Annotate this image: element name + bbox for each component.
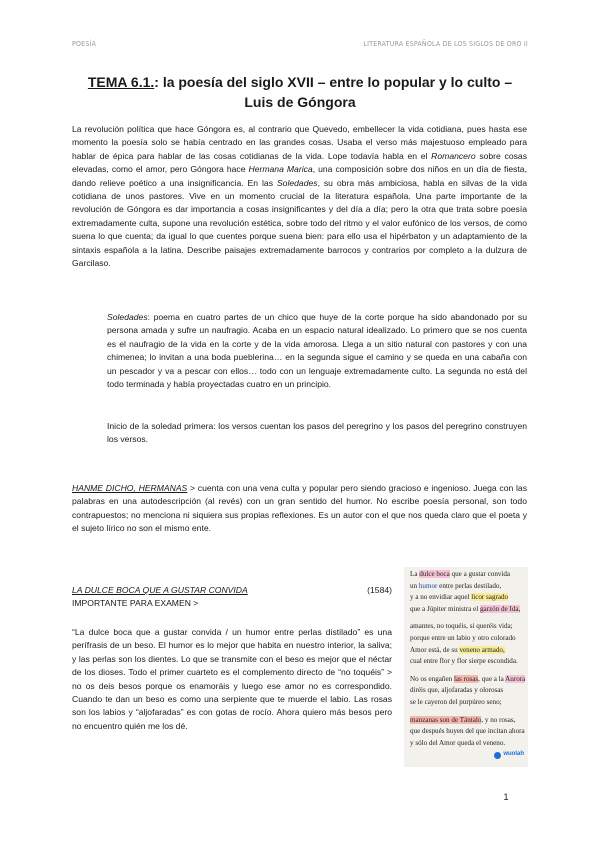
page-title	[60, 72, 540, 112]
watermark-icon	[494, 752, 501, 759]
poem-stanza-3	[410, 674, 526, 709]
intro-s3: , una composición sobre dos niños en un día de fiesta, dando relieve poético a una insignificancia. En las	[72, 164, 527, 188]
intro-s2: sobre cosas elevadas, como el amor, pero Góngora hace	[72, 150, 527, 175]
title-label: TEMA 6.1.	[87, 74, 155, 90]
soledades-text: : poema en cuatro partes de un chico que huye de la corte porque ha sido abandonado por su persona amada y sufre un naufragio. Acaba en un espacio natural idealizado. Lo primero que se nos cuenta es el naufragio de la vida en la corte y de la vida amorosa. Llega a un sitio natural con pastores y con una chimenea; lo invitan a una boda pueblerina… en la segunda sigue el camino y se queda en una cabaña con un pescador y va a pescar con ellos… todo con un lenguaje extremadamente culto. La segunda no está del todo terminada y había proyectadas cuatro en un principio.	[107, 312, 527, 390]
poem-line: un humor entre perlas destilado,	[410, 581, 502, 590]
poem-stanza-4	[410, 715, 525, 750]
header-left: POESÍA	[72, 40, 97, 48]
poem-line: que a Júpiter ministra el garzón de Ida,	[410, 604, 521, 613]
hanme-text: > cuenta con una vena culta y popular pero siendo gracioso e ingenioso. Juega con las palabras en una autodescripción (al revés) con un gran sentido del humor. No escribe poesía personal, son todo contrapuestos; no menciona ni siquiera sus propias reflexiones. Es un autor con el que nos queda claro que el poeta y el sujeto lírico no son el mismo ente.	[72, 483, 528, 534]
hanme-paragraph	[72, 482, 527, 536]
poem-stanza-2	[410, 621, 522, 667]
poem-image	[404, 567, 528, 767]
dulce-heading	[72, 584, 392, 611]
page-number: 1	[503, 792, 509, 802]
dulce-year: (1584)	[367, 585, 392, 595]
poem-line: No os engañen las rosas, que a la Aurora	[410, 674, 526, 683]
dulce-label: LA DULCE BOCA QUE A GUSTAR CONVIDA	[72, 585, 248, 595]
inicio-paragraph: Inicio de la soledad primera: los versos cuentan los pasos del peregrino y los pasos del peregrino construyen los versos.	[107, 421, 527, 445]
intro-hermana: Hermana Marica	[248, 164, 313, 175]
dulce-sub: IMPORTANTE PARA EXAMEN >	[72, 598, 199, 609]
header-right: LITERATURA ESPAÑOLA DE LOS SIGLOS DE ORO II	[363, 40, 528, 48]
intro-s4: , su obra más ambiciosa, habla en silvas de la vida cotidiana de unos pastores. Vive en un momento crucial de la literatura española. Una parte importante de la revolución de Góngora es dar importancia a cosas insignificantes y del día a día; pero la otra que trata sobre poesía extremadamente culta, supone una revolución estética, sobre todo del ritmo y el valor eufónico de los versos, de como suena lo que cuenta; da igual lo que cuentes porque suena bien: para ello usa el hipérbaton y un adaptamiento de la sintaxis española a la latina. Describe paisajes extremadamente barrocos y contrarios por completo a la dulzura de Garcilaso.	[72, 177, 527, 269]
intro-paragraph	[72, 123, 527, 270]
poem-line: y sólo del Amor queda el veneno.	[410, 738, 506, 747]
poem-line: porque entre un labio y otro colorado	[410, 633, 516, 642]
poem-line: y a no envidiar aquel licor sagrado	[410, 593, 509, 602]
poem-line: amantes, no toquéis, si queréis vida;	[410, 622, 513, 631]
poem-line: cual entre flor y flor sierpe escondida.	[410, 657, 518, 666]
title-text: : la poesía del siglo XVII – entre lo popular y lo culto –	[154, 74, 513, 90]
poem-line: manzanas son de Tántalo, y no rosas,	[410, 715, 516, 724]
watermark-text: wuolah	[503, 751, 524, 758]
poem-line: que después huyen del que incitan ahora	[410, 727, 525, 736]
title-line2: Luis de Góngora	[244, 94, 356, 110]
poem-line: La dulce boca que a gustar convida	[410, 570, 511, 578]
intro-s1: La revolución política que hace Góngora es, al contrario que Quevedo, embellecer la vida cotidiana, pues hasta ese momento la poesía solo se había centrado en las grandes cosas. Usaba el verso más majestuoso empleado para hablar de épica para hablar de las cosas cotidianas de la vida. Lope todavía habla en el	[72, 124, 527, 161]
watermark	[494, 749, 524, 761]
intro-soledades: Soledades	[276, 177, 318, 188]
dulce-paragraph: “La dulce boca que a gustar convida / un humor entre perlas distilado” es una perífrasis de un beso. El humor es lo mejor que habita en nuestro interior, la saliva; y las perlas son los dientes. Lo que se transmite con el beso es mejor que el néctar de los dioses. Todo el primer cuarteto es el complemento directo de “no toquéis” > no os deis besos porque os enamoráis y luego ese amor no es correspondido. Cuando te dan un beso es como una serpiente que te muerde el labio. Las rosas son los labios y “aljofaradas” es con gotas de rocío. Ahora quiero más besos pero no encuentro quién me los dé.	[72, 627, 392, 731]
poem-line: Amor está, de su veneno armado,	[410, 645, 505, 654]
soledades-paragraph	[107, 311, 527, 391]
intro-romancero: Romancero	[431, 150, 476, 161]
poem-line: diréis que, aljofaradas y olorosas	[410, 686, 504, 695]
hanme-label: HANME DICHO, HERMANAS	[72, 483, 188, 493]
poem-line: se le cayeron del purpúreo seno;	[410, 697, 502, 706]
poem-stanza-1	[410, 569, 522, 615]
soledades-label: Soledades	[107, 312, 148, 322]
